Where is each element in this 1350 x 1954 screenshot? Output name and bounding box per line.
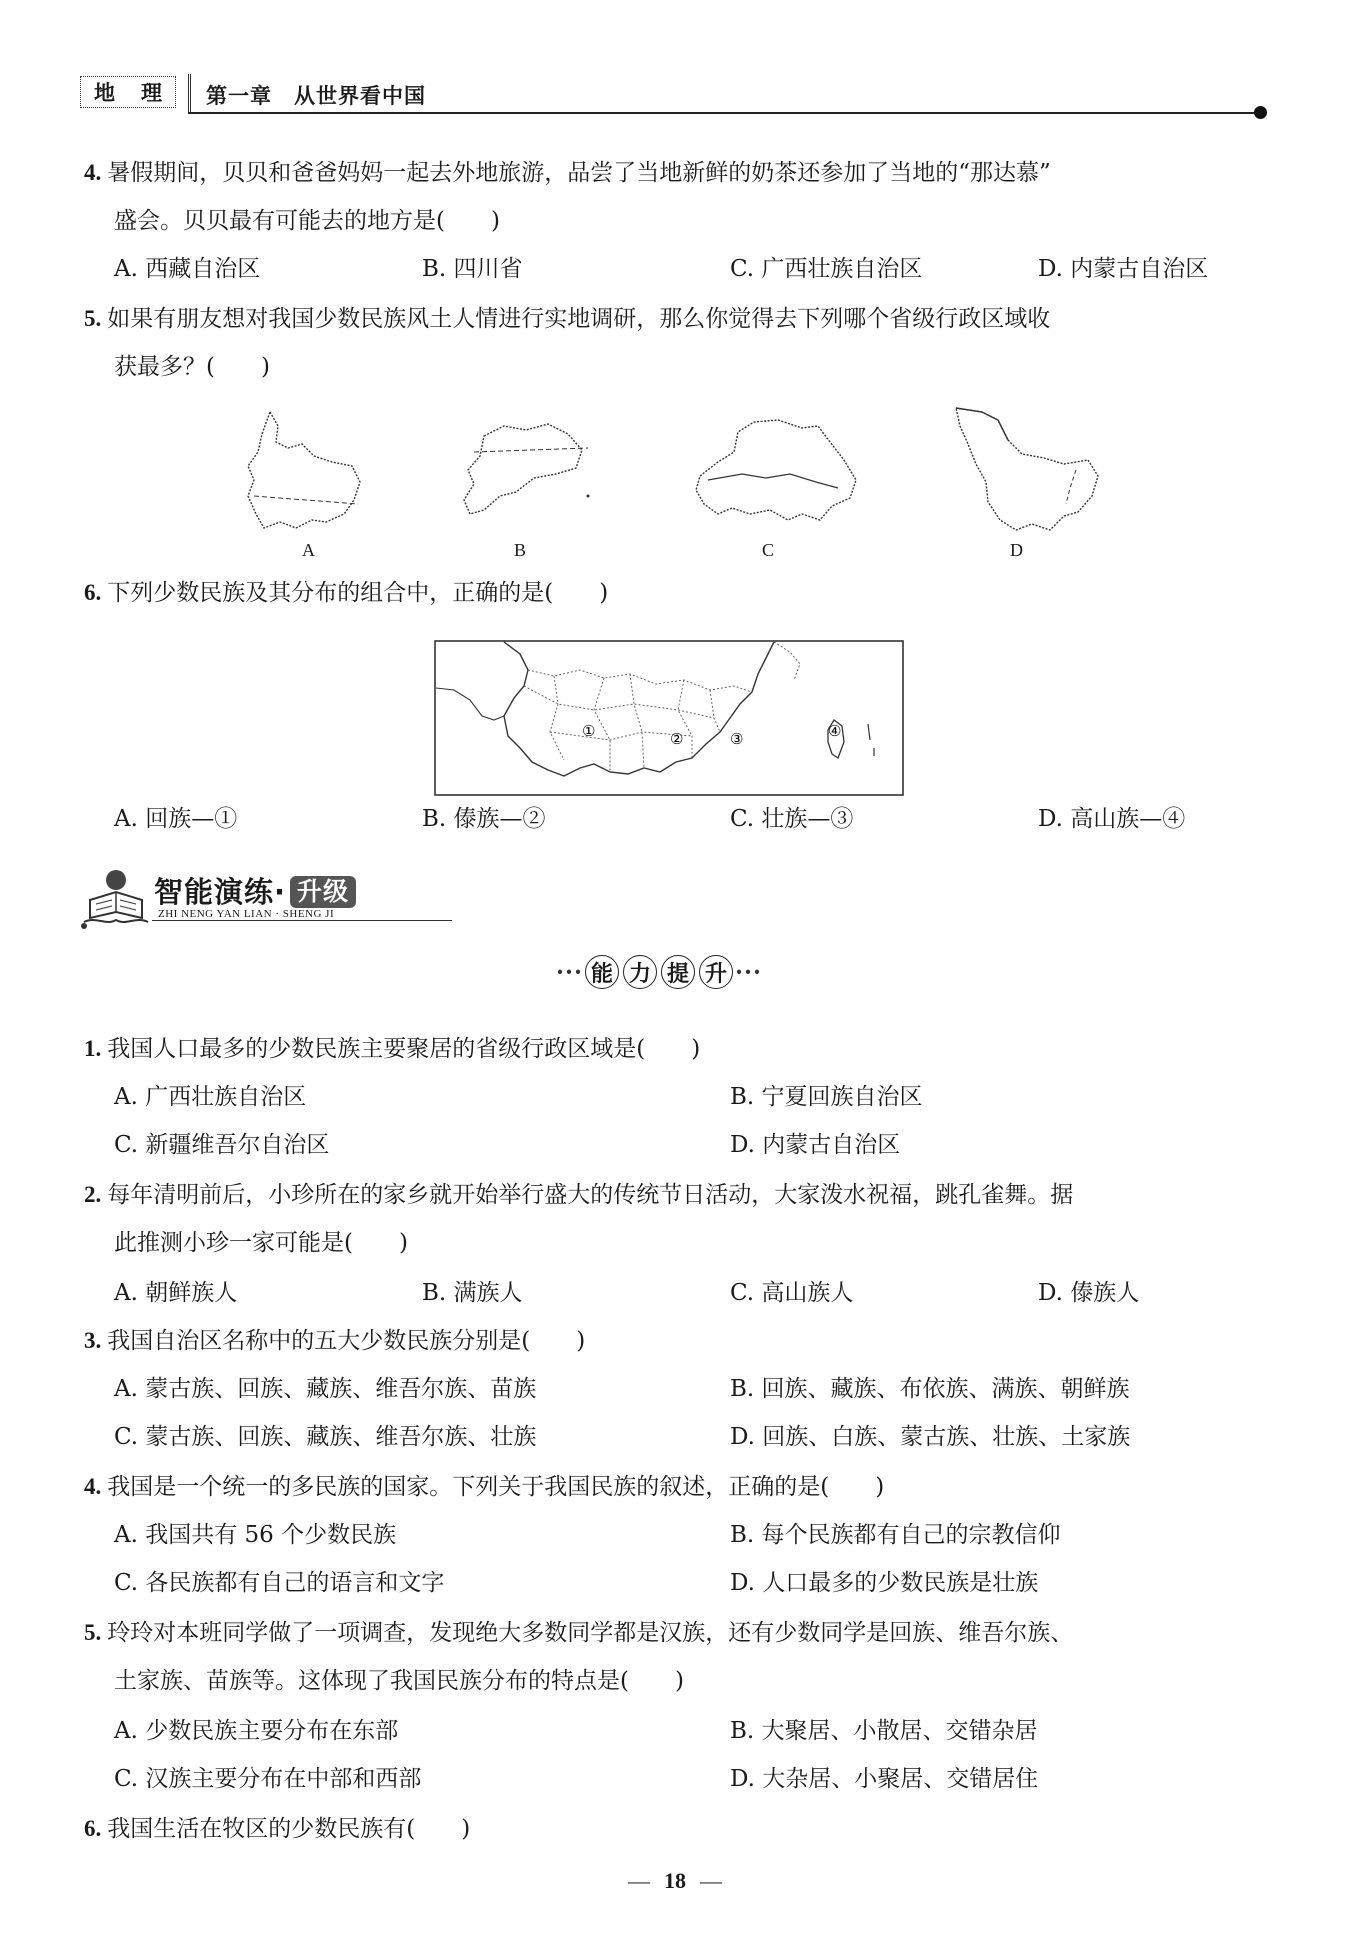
page-dash-right: — — [700, 1868, 722, 1893]
sub-section-heading — [556, 952, 796, 992]
option-b[interactable]: B. 每个民族都有自己的宗教信仰 — [730, 1522, 1061, 1548]
banner-badge: 升级 — [290, 876, 356, 908]
map-label-c: C — [762, 540, 775, 560]
banner-rule — [152, 920, 452, 921]
option-b[interactable]: B. 回族、藏族、布依族、满族、朝鲜族 — [730, 1376, 1130, 1402]
banner-title — [154, 870, 356, 911]
option-c[interactable]: C. 各民族都有自己的语言和文字 — [114, 1570, 445, 1596]
option-a[interactable]: A. 西藏自治区 — [114, 256, 261, 282]
question-number: 3. — [84, 1328, 102, 1353]
option-a[interactable]: A. 回族—① — [114, 806, 238, 832]
option-b[interactable]: B. 四川省 — [422, 256, 523, 282]
question-text: 我国生活在牧区的少数民族有( ) — [107, 1816, 471, 1842]
question-6-line-1 — [84, 578, 608, 608]
question-text: 我国是一个统一的多民族的国家。下列关于我国民族的叙述，正确的是( ) — [107, 1474, 885, 1500]
subject-char-1: 地 — [94, 81, 115, 105]
page-dash-left: — — [628, 1868, 650, 1893]
province-map-d[interactable] — [946, 404, 1106, 536]
section-banner — [76, 866, 416, 936]
province-map-c[interactable] — [678, 410, 864, 526]
question-number: 6. — [84, 580, 102, 605]
question-number: 5. — [84, 306, 102, 331]
dots-left: ··· — [556, 958, 584, 986]
question-4-line-2: 盛会。贝贝最有可能去的地方是( ) — [114, 208, 500, 234]
map-label-b: B — [514, 540, 527, 560]
option-a[interactable]: A. 朝鲜族人 — [114, 1280, 238, 1306]
question-4-line-1 — [84, 1472, 884, 1502]
map-marker-1: ① — [582, 722, 596, 740]
question-number: 5. — [84, 1620, 102, 1645]
question-2-line-1 — [84, 1180, 1073, 1210]
option-d[interactable]: D. 大杂居、小聚居、交错居住 — [730, 1766, 1039, 1792]
chapter-title: 从世界看中国 — [294, 84, 426, 108]
option-c[interactable]: C. 壮族—③ — [730, 806, 854, 832]
question-2-line-2: 此推测小珍一家可能是( ) — [114, 1230, 408, 1256]
dots-right: ··· — [735, 958, 763, 986]
option-b[interactable]: B. 宁夏回族自治区 — [730, 1084, 923, 1110]
map-label-a: A — [302, 540, 315, 560]
question-text: 每年清明前后，小珍所在的家乡就开始举行盛大的传统节日活动，大家泼水祝福，跳孔雀舞。据 — [107, 1182, 1074, 1208]
option-d[interactable]: D. 人口最多的少数民族是壮族 — [730, 1570, 1039, 1596]
page-header — [76, 70, 1266, 114]
map-marker-3: ③ — [730, 730, 744, 748]
province-map-a[interactable] — [240, 404, 380, 536]
heading-char-2: 力 — [623, 955, 657, 989]
reading-person-icon — [76, 866, 156, 932]
banner-pinyin: ZHI NENG YAN LIAN · SHENG JI — [158, 908, 335, 920]
page-number-value: 18 — [664, 1868, 686, 1893]
map-label-d: D — [1010, 540, 1023, 560]
option-b[interactable]: B. 满族人 — [422, 1280, 523, 1306]
option-a[interactable]: A. 少数民族主要分布在东部 — [114, 1718, 399, 1744]
question-number: 2. — [84, 1182, 102, 1207]
heading-char-3: 提 — [661, 955, 695, 989]
map-marker-4: ④ — [828, 722, 842, 740]
question-number: 4. — [84, 1474, 102, 1499]
option-a[interactable]: A. 广西壮族自治区 — [114, 1084, 307, 1110]
header-divider — [188, 74, 191, 112]
question-number: 6. — [84, 1816, 102, 1841]
question-text: 暑假期间，贝贝和爸爸妈妈一起去外地旅游，品尝了当地新鲜的奶茶还参加了当地的“那达慕” — [107, 160, 1051, 186]
question-text: 我国人口最多的少数民族主要聚居的省级行政区域是( ) — [107, 1036, 701, 1062]
question-text: 下列少数民族及其分布的组合中，正确的是( ) — [107, 580, 609, 606]
header-rule — [188, 112, 1260, 114]
question-number: 4. — [84, 160, 102, 185]
question-number: 1. — [84, 1036, 102, 1061]
question-5-line-1 — [84, 1618, 1073, 1648]
question-text: 我国自治区名称中的五大少数民族分别是( ) — [107, 1328, 586, 1354]
province-map-b[interactable] — [444, 412, 600, 522]
option-d[interactable]: D. 回族、白族、蒙古族、壮族、土家族 — [730, 1424, 1131, 1450]
question-text: 如果有朋友想对我国少数民族风土人情进行实地调研，那么你觉得去下列哪个省级行政区域收 — [107, 306, 1051, 332]
option-d[interactable]: D. 内蒙古自治区 — [730, 1132, 901, 1158]
china-south-map — [434, 640, 904, 796]
map-marker-2: ② — [670, 730, 684, 748]
option-c[interactable]: C. 新疆维吾尔自治区 — [114, 1132, 330, 1158]
subject-box — [80, 76, 176, 108]
question-5-line-2: 获最多？( ) — [114, 354, 270, 380]
option-d[interactable]: D. 内蒙古自治区 — [1038, 256, 1209, 282]
question-6-line-1 — [84, 1814, 470, 1844]
option-a[interactable]: A. 蒙古族、回族、藏族、维吾尔族、苗族 — [114, 1376, 537, 1402]
option-c[interactable]: C. 广西壮族自治区 — [730, 256, 923, 282]
question-1-line-1 — [84, 1034, 700, 1064]
heading-char-4: 升 — [699, 955, 733, 989]
header-rule-dot — [1254, 106, 1267, 119]
subject-char-2: 理 — [141, 81, 162, 105]
page-number — [0, 1868, 1350, 1894]
question-text: 玲玲对本班同学做了一项调查，发现绝大多数同学都是汉族，还有少数同学是回族、维吾尔族、 — [107, 1620, 1074, 1646]
chapter-heading — [206, 80, 426, 110]
option-c[interactable]: C. 蒙古族、回族、藏族、维吾尔族、壮族 — [114, 1424, 537, 1450]
option-d[interactable]: D. 傣族人 — [1038, 1280, 1140, 1306]
option-b[interactable]: B. 大聚居、小散居、交错杂居 — [730, 1718, 1038, 1744]
question-5-line-1 — [84, 304, 1050, 334]
option-a[interactable]: A. 我国共有 56 个少数民族 — [114, 1522, 397, 1548]
heading-char-1: 能 — [585, 955, 619, 989]
option-c[interactable]: C. 汉族主要分布在中部和西部 — [114, 1766, 422, 1792]
question-5-line-2: 土家族、苗族等。这体现了我国民族分布的特点是( ) — [114, 1668, 684, 1694]
option-b[interactable]: B. 傣族—② — [422, 806, 546, 832]
question-4-line-1 — [84, 158, 1051, 188]
banner-title-text: 智能演练· — [154, 875, 287, 909]
question-3-line-1 — [84, 1326, 585, 1356]
option-d[interactable]: D. 高山族—④ — [1038, 806, 1186, 832]
chapter-number: 第一章 — [206, 84, 272, 108]
option-c[interactable]: C. 高山族人 — [730, 1280, 854, 1306]
